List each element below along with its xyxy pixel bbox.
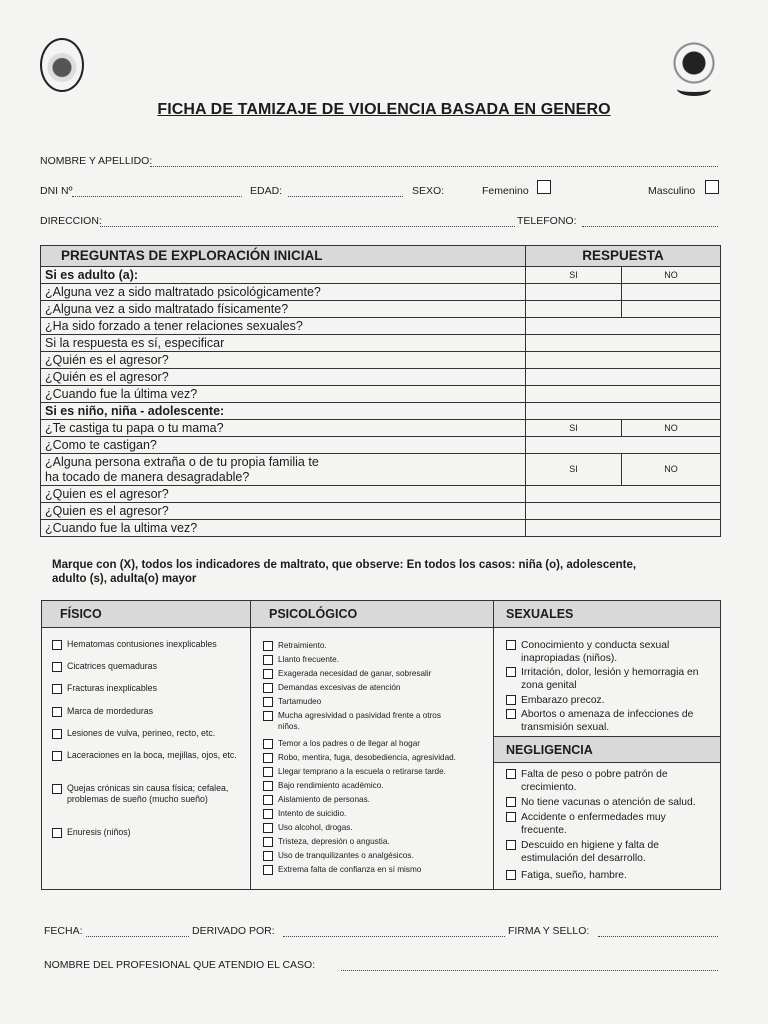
negligencia-item[interactable] xyxy=(506,811,701,837)
psicologico-header: PSICOLÓGICO xyxy=(251,601,493,628)
answer-cell[interactable] xyxy=(526,318,721,335)
fecha-label: FECHA: xyxy=(44,925,83,937)
dni-label: DNI Nº xyxy=(40,185,73,197)
si-cell[interactable]: SI xyxy=(526,454,622,486)
question: ¿Quien es el agresor? xyxy=(41,503,526,520)
telefono-field[interactable] xyxy=(582,215,718,227)
negligencia-item-label: Descuido en higiene y falta de estimulación del desarrollo. xyxy=(521,840,659,864)
psicologico-item[interactable] xyxy=(263,640,488,651)
checkbox-icon[interactable] xyxy=(263,781,273,791)
question: ¿Alguna vez a sido maltratado físicamente? xyxy=(41,301,526,318)
psicologico-item[interactable] xyxy=(263,850,488,861)
profesional-field[interactable] xyxy=(341,959,718,971)
psicologico-item-label: Extrema falta de confianza en sí mismo xyxy=(278,865,422,874)
psicologico-item-label: Temor a los padres o de llegar al hogar xyxy=(278,739,420,748)
negligencia-item[interactable] xyxy=(506,839,706,865)
fisico-item-label: Cicatrices quemaduras xyxy=(67,661,157,671)
answer-header: RESPUESTA xyxy=(526,246,721,267)
psicologico-item[interactable] xyxy=(263,654,488,665)
answer-cell[interactable] xyxy=(526,437,721,454)
sexuales-header: SEXUALES xyxy=(494,601,720,628)
question: Si la respuesta es sí, especificar xyxy=(41,335,526,352)
telefono-label: TELEFONO: xyxy=(517,215,577,227)
direccion-field[interactable] xyxy=(100,215,515,227)
red-salud-seal-right-icon xyxy=(665,34,723,92)
question-line-2: ha tocado de manera desagradable? xyxy=(45,469,250,484)
question xyxy=(41,454,526,486)
checkbox-icon[interactable] xyxy=(52,729,62,739)
checkbox-icon[interactable] xyxy=(506,695,516,705)
sexuales-item[interactable] xyxy=(506,694,718,707)
psicologico-item[interactable] xyxy=(263,794,488,805)
checkbox-icon[interactable] xyxy=(506,667,516,677)
sexo-label: SEXO: xyxy=(412,185,445,197)
checkbox-icon[interactable] xyxy=(263,683,273,693)
no-label: NO xyxy=(622,267,721,284)
sexuales-item-label: Embarazo precoz. xyxy=(521,695,605,706)
firma-field[interactable] xyxy=(598,925,718,937)
checkbox-icon[interactable] xyxy=(263,655,273,665)
instruction-text: Marque con (X), todos los indicadores de maltrato, que observe: En todos los casos: niña (o), adolescente, adulto (s), adulta(o) mayor xyxy=(52,559,637,585)
psicologico-item-label: Tartamudeo xyxy=(278,697,322,706)
profesional-label: NOMBRE DEL PROFESIONAL QUE ATENDIO EL CASO: xyxy=(44,959,316,971)
checkbox-icon[interactable] xyxy=(506,840,516,850)
psicologico-item-label: Tristeza, depresión o angustia. xyxy=(278,837,390,846)
checkbox-icon[interactable] xyxy=(263,669,273,679)
firma-label: FIRMA Y SELLO: xyxy=(508,925,590,937)
si-cell[interactable] xyxy=(526,284,622,301)
checkbox-icon[interactable] xyxy=(263,809,273,819)
fisico-item[interactable] xyxy=(52,683,247,694)
fisico-item-label: Fracturas inexplicables xyxy=(67,683,157,693)
psicologico-item-label: Mucha agresividad o pasividad frente a otros niños. xyxy=(278,711,441,731)
negligencia-item-label: Falta de peso o pobre patrón de crecimiento. xyxy=(521,769,668,793)
si-cell[interactable] xyxy=(526,301,622,318)
checkbox-icon[interactable] xyxy=(52,784,62,794)
fisico-item-label: Marca de mordeduras xyxy=(67,706,154,716)
fisico-item[interactable] xyxy=(52,750,247,761)
psicologico-item-label: Intento de suicidio. xyxy=(278,809,347,818)
psicologico-item-label: Uso de tranquilizantes o analgésicos. xyxy=(278,851,414,860)
derivado-field[interactable] xyxy=(283,925,505,937)
psicologico-item-label: Bajo rendimiento académico. xyxy=(278,781,384,790)
negligencia-item[interactable] xyxy=(506,768,718,794)
checkbox-icon[interactable] xyxy=(506,870,516,880)
exploration-table xyxy=(40,245,721,537)
institution-seal-left-icon xyxy=(40,38,84,92)
psicologico-item[interactable] xyxy=(263,780,488,791)
checkbox-icon[interactable] xyxy=(506,797,516,807)
psicologico-item-label: Aislamiento de personas. xyxy=(278,795,370,804)
si-label: SI xyxy=(526,267,622,284)
sexuales-item-label: Irritación, dolor, lesión y hemorragia en zona genital xyxy=(521,667,699,691)
checkbox-icon[interactable] xyxy=(52,707,62,717)
psicologico-item[interactable] xyxy=(263,668,488,679)
checkbox-icon[interactable] xyxy=(52,640,62,650)
question: ¿Quien es el agresor? xyxy=(41,486,526,503)
checkbox-icon[interactable] xyxy=(52,662,62,672)
psicologico-item-label: Llanto frecuente. xyxy=(278,655,339,664)
questions-header: PREGUNTAS DE EXPLORACIÓN INICIAL xyxy=(41,246,526,267)
negligencia-item[interactable] xyxy=(506,796,718,809)
no-cell[interactable] xyxy=(622,301,721,318)
checkbox-icon[interactable] xyxy=(263,711,273,721)
question-line-1: ¿Alguna persona extraña o de tu propia familia te xyxy=(45,454,319,469)
answer-cell[interactable] xyxy=(526,386,721,403)
checkbox-icon[interactable] xyxy=(52,828,62,838)
question: ¿Como te castigan? xyxy=(41,437,526,454)
answer-cell[interactable] xyxy=(526,335,721,352)
psicologico-item[interactable] xyxy=(263,752,488,763)
checkbox-icon[interactable] xyxy=(263,851,273,861)
sexuales-item[interactable] xyxy=(506,708,718,734)
psicologico-item-label: Exagerada necesidad de ganar, sobresalir xyxy=(278,669,432,678)
checkbox-icon[interactable] xyxy=(506,640,516,650)
question: ¿Quién es el agresor? xyxy=(41,369,526,386)
fisico-item-label: Quejas crónicas sin causa física; cefalea, problemas de sueño (mucho sueño) xyxy=(67,783,229,804)
fisico-item-label: Lesiones de vulva, perineo, recto, etc. xyxy=(67,728,216,738)
negligencia-item[interactable] xyxy=(506,869,718,882)
answer-cell[interactable] xyxy=(526,503,721,520)
fisico-item[interactable] xyxy=(52,783,247,805)
psicologico-item[interactable] xyxy=(263,822,488,833)
adult-section-label: Si es adulto (a): xyxy=(41,267,526,284)
question: ¿Cuando fue la ultima vez? xyxy=(41,520,526,537)
question: ¿Ha sido forzado a tener relaciones sexuales? xyxy=(41,318,526,335)
direccion-label: DIRECCION: xyxy=(40,215,102,227)
checkbox-icon[interactable] xyxy=(263,767,273,777)
femenino-label: Femenino xyxy=(482,185,529,197)
question: ¿Te castiga tu papa o tu mama? xyxy=(41,420,526,437)
child-section-label: Si es niño, niña - adolescente: xyxy=(41,403,526,420)
psicologico-item-label: Retraimiento. xyxy=(278,641,327,650)
nombre-label: NOMBRE Y APELLIDO: xyxy=(40,155,153,167)
negligencia-item-label: No tiene vacunas o atención de salud. xyxy=(521,797,696,808)
checkbox-icon[interactable] xyxy=(263,837,273,847)
negligencia-header: NEGLIGENCIA xyxy=(494,736,720,763)
checkbox-icon[interactable] xyxy=(263,641,273,651)
psicologico-item-label: Robo, mentira, fuga, desobediencia, agresividad. xyxy=(278,753,456,762)
fisico-item-label: Enuresis (niños) xyxy=(67,827,131,837)
question: ¿Alguna vez a sido maltratado psicológicamente? xyxy=(41,284,526,301)
fecha-field[interactable] xyxy=(86,925,189,937)
checkbox-icon[interactable] xyxy=(263,823,273,833)
no-cell[interactable]: NO xyxy=(622,454,721,486)
checkbox-icon[interactable] xyxy=(263,795,273,805)
dni-field[interactable] xyxy=(72,185,242,197)
checkbox-icon[interactable] xyxy=(52,751,62,761)
negligencia-item-label: Fatiga, sueño, hambre. xyxy=(521,870,627,881)
answer-cell[interactable] xyxy=(526,520,721,537)
psicologico-item[interactable] xyxy=(263,836,488,847)
psicologico-item[interactable] xyxy=(263,682,488,693)
psicologico-item-label: Llegar temprano a la escuela o retirarse tarde. xyxy=(278,767,446,776)
psicologico-item[interactable] xyxy=(263,864,488,875)
form-title: FICHA DE TAMIZAJE DE VIOLENCIA BASADA EN GENERO xyxy=(157,101,611,118)
indicators-grid xyxy=(41,600,721,890)
sexuales-item[interactable] xyxy=(506,666,718,692)
psicologico-item[interactable] xyxy=(263,710,463,732)
question: ¿Cuando fue la última vez? xyxy=(41,386,526,403)
masculino-label: Masculino xyxy=(648,185,696,197)
no-cell[interactable]: NO xyxy=(622,420,721,437)
answer-cell[interactable] xyxy=(526,352,721,369)
checkbox-icon[interactable] xyxy=(506,769,516,779)
question: ¿Quién es el agresor? xyxy=(41,352,526,369)
checkbox-icon[interactable] xyxy=(263,865,273,875)
no-cell[interactable] xyxy=(622,284,721,301)
psicologico-item[interactable] xyxy=(263,696,488,707)
answer-cell xyxy=(526,403,721,420)
checkbox-icon[interactable] xyxy=(263,697,273,707)
psicologico-item[interactable] xyxy=(263,738,488,749)
psicologico-item[interactable] xyxy=(263,808,488,819)
si-cell[interactable]: SI xyxy=(526,420,622,437)
checkbox-icon[interactable] xyxy=(506,812,516,822)
fisico-item[interactable] xyxy=(52,706,247,717)
edad-label: EDAD: xyxy=(250,185,283,197)
answer-cell[interactable] xyxy=(526,369,721,386)
fisico-item[interactable] xyxy=(52,661,247,672)
fisico-header: FÍSICO xyxy=(42,601,250,628)
fisico-item[interactable] xyxy=(52,827,247,838)
sexuales-item-label: Abortos o amenaza de infecciones de transmisión sexual. xyxy=(521,709,694,733)
fisico-item[interactable] xyxy=(52,728,247,739)
negligencia-item-label: Accidente o enfermedades muy frecuente. xyxy=(521,812,666,836)
sexuales-item[interactable] xyxy=(506,639,718,665)
psicologico-item-label: Demandas excesivas de atención xyxy=(278,683,401,692)
nombre-field[interactable] xyxy=(150,155,718,167)
checkbox-icon[interactable] xyxy=(263,739,273,749)
edad-field[interactable] xyxy=(288,185,403,197)
masculino-checkbox[interactable] xyxy=(705,180,719,194)
sexuales-item-label: Conocimiento y conducta sexual inapropiadas (niños). xyxy=(521,640,670,664)
answer-cell[interactable] xyxy=(526,486,721,503)
checkbox-icon[interactable] xyxy=(506,709,516,719)
checkbox-icon[interactable] xyxy=(263,753,273,763)
checkbox-icon[interactable] xyxy=(52,684,62,694)
fisico-item-label: Hematomas contusiones inexplicables xyxy=(67,639,217,649)
derivado-label: DERIVADO POR: xyxy=(192,925,275,937)
psicologico-item-label: Uso alcohol, drogas. xyxy=(278,823,353,832)
fisico-item-label: Laceraciones en la boca, mejillas, ojos, etc. xyxy=(67,750,237,760)
fisico-item[interactable] xyxy=(52,639,247,650)
psicologico-item[interactable] xyxy=(263,766,488,777)
femenino-checkbox[interactable] xyxy=(537,180,551,194)
